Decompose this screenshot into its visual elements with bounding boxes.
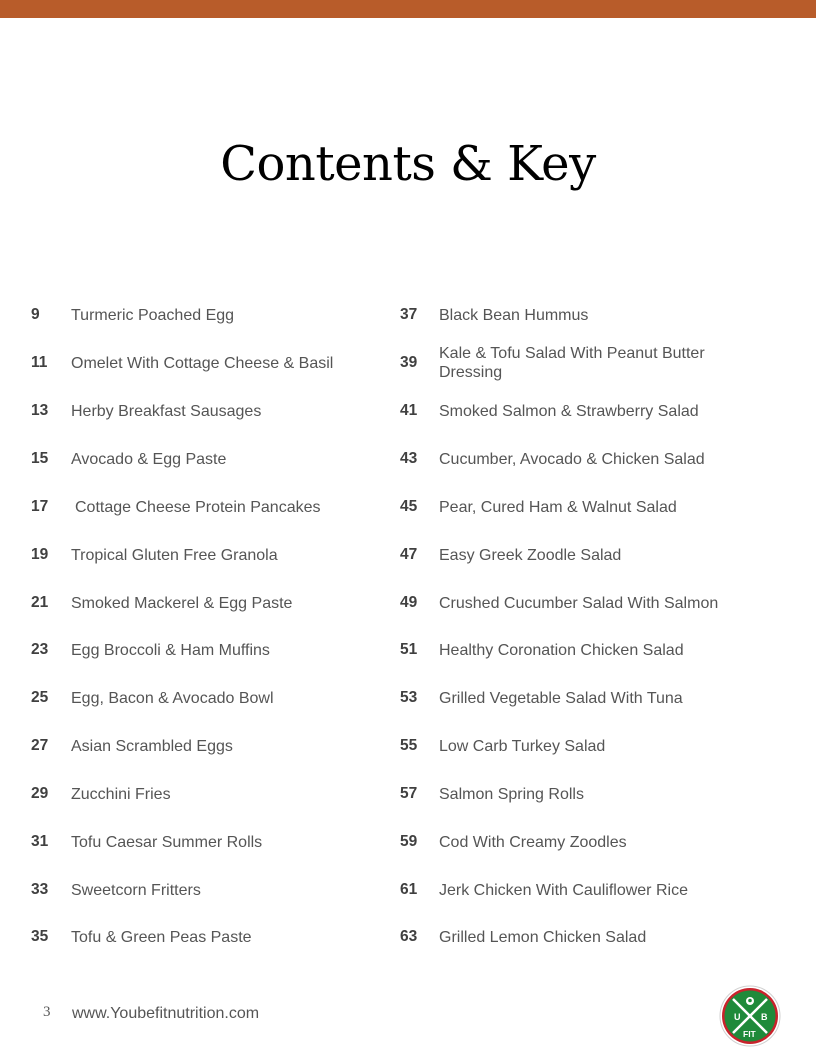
toc-entry[interactable] xyxy=(31,724,381,768)
toc-page-number: 25 xyxy=(31,689,49,706)
toc-page-number: 63 xyxy=(400,928,418,945)
toc-entry[interactable] xyxy=(400,293,740,337)
toc-page-number: 27 xyxy=(31,737,49,754)
toc-page-number: 17 xyxy=(31,498,49,515)
toc-entry[interactable] xyxy=(400,868,740,912)
toc-page-number: 55 xyxy=(400,737,418,754)
toc-title: Crushed Cucumber Salad With Salmon xyxy=(439,594,719,612)
toc-entry[interactable] xyxy=(31,293,381,337)
page-title: Contents & Key xyxy=(220,136,596,192)
toc-entry[interactable] xyxy=(400,437,740,481)
toc-title: Egg, Bacon & Avocado Bowl xyxy=(71,689,274,707)
toc-title: Tofu Caesar Summer Rolls xyxy=(71,833,263,851)
toc-page-number: 61 xyxy=(400,881,418,898)
toc-entry[interactable] xyxy=(31,485,381,529)
toc-entry[interactable] xyxy=(31,676,381,720)
toc-entry[interactable] xyxy=(400,628,740,672)
toc-entry[interactable] xyxy=(31,820,381,864)
toc-entry[interactable] xyxy=(31,341,381,385)
toc-page-number: 43 xyxy=(400,450,418,467)
toc-page-number: 19 xyxy=(31,546,49,563)
toc-page-number: 13 xyxy=(31,402,49,419)
footer-url[interactable]: www.Youbefitnutrition.com xyxy=(72,1005,260,1022)
toc-page-number: 29 xyxy=(31,785,49,802)
ubfit-logo-icon xyxy=(719,985,781,1047)
toc-title: Tropical Gluten Free Granola xyxy=(71,546,278,564)
toc-entry[interactable] xyxy=(400,533,740,577)
toc-title: Easy Greek Zoodle Salad xyxy=(439,546,622,564)
toc-title: Tofu & Green Peas Paste xyxy=(71,928,252,946)
toc-page-number: 49 xyxy=(400,594,418,611)
toc-entry[interactable] xyxy=(400,389,740,433)
toc-title: Low Carb Turkey Salad xyxy=(439,737,606,755)
toc-entry[interactable] xyxy=(400,485,740,529)
toc-title: Healthy Coronation Chicken Salad xyxy=(439,641,684,659)
toc-page-number: 31 xyxy=(31,833,49,850)
toc-title: Grilled Lemon Chicken Salad xyxy=(439,928,647,946)
toc-title: Cucumber, Avocado & Chicken Salad xyxy=(439,450,705,468)
toc-entry[interactable] xyxy=(31,581,381,625)
toc-page-number: 37 xyxy=(400,306,418,323)
toc-title: Salmon Spring Rolls xyxy=(439,785,584,803)
toc-page-number: 59 xyxy=(400,833,418,850)
toc-title: Omelet With Cottage Cheese & Basil xyxy=(71,354,334,372)
toc-title: Zucchini Fries xyxy=(71,785,171,803)
toc-entry[interactable] xyxy=(31,915,381,959)
toc-page-number: 21 xyxy=(31,594,49,611)
page-number: 3 xyxy=(43,1004,51,1020)
toc-page-number: 51 xyxy=(400,641,418,658)
toc-entry[interactable] xyxy=(31,389,381,433)
toc-page-number: 9 xyxy=(31,306,40,323)
toc-title: Avocado & Egg Paste xyxy=(71,450,227,468)
toc-title: Grilled Vegetable Salad With Tuna xyxy=(439,689,683,707)
toc-title: Turmeric Poached Egg xyxy=(71,306,235,324)
toc-title: Kale & Tofu Salad With Peanut Butter Dressing xyxy=(439,345,705,381)
toc-title: Jerk Chicken With Cauliflower Rice xyxy=(439,881,688,899)
toc-entry[interactable] xyxy=(400,724,740,768)
toc-entry[interactable] xyxy=(31,772,381,816)
toc-page-number: 57 xyxy=(400,785,418,802)
toc-entry[interactable] xyxy=(31,868,381,912)
toc-title: Egg Broccoli & Ham Muffins xyxy=(71,641,270,659)
toc-page-number: 11 xyxy=(31,354,48,371)
toc-title: Black Bean Hummus xyxy=(439,306,589,324)
toc-title: Herby Breakfast Sausages xyxy=(71,402,262,420)
toc-entry[interactable] xyxy=(31,628,381,672)
toc-page-number: 41 xyxy=(400,402,418,419)
toc-title: Cod With Creamy Zoodles xyxy=(439,833,627,851)
toc-entry[interactable] xyxy=(31,533,381,577)
toc-title: Asian Scrambled Eggs xyxy=(71,737,233,755)
toc-page-number: 53 xyxy=(400,689,418,706)
toc-page-number: 33 xyxy=(31,881,49,898)
toc-entry[interactable] xyxy=(31,437,381,481)
toc-entry[interactable] xyxy=(400,772,740,816)
svg-text:FIT: FIT xyxy=(743,1029,756,1039)
toc-page-number: 39 xyxy=(400,354,418,371)
toc-entry[interactable] xyxy=(400,915,740,959)
toc-page-number: 35 xyxy=(31,928,49,945)
toc-title: Smoked Salmon & Strawberry Salad xyxy=(439,402,699,420)
toc-title: Cottage Cheese Protein Pancakes xyxy=(75,498,321,516)
toc-title: Pear, Cured Ham & Walnut Salad xyxy=(439,498,677,516)
toc-page-number: 23 xyxy=(31,641,49,658)
toc-entry[interactable] xyxy=(400,341,740,385)
toc-page-number: 47 xyxy=(400,546,418,563)
toc-entry[interactable] xyxy=(400,676,740,720)
toc-entry[interactable] xyxy=(400,581,740,625)
toc-title: Smoked Mackerel & Egg Paste xyxy=(71,594,293,612)
toc-title: Sweetcorn Fritters xyxy=(71,881,201,899)
toc-entry[interactable] xyxy=(400,820,740,864)
svg-text:U: U xyxy=(734,1012,741,1022)
toc-page-number: 45 xyxy=(400,498,418,515)
svg-text:B: B xyxy=(761,1012,768,1022)
toc-page-number: 15 xyxy=(31,450,49,467)
